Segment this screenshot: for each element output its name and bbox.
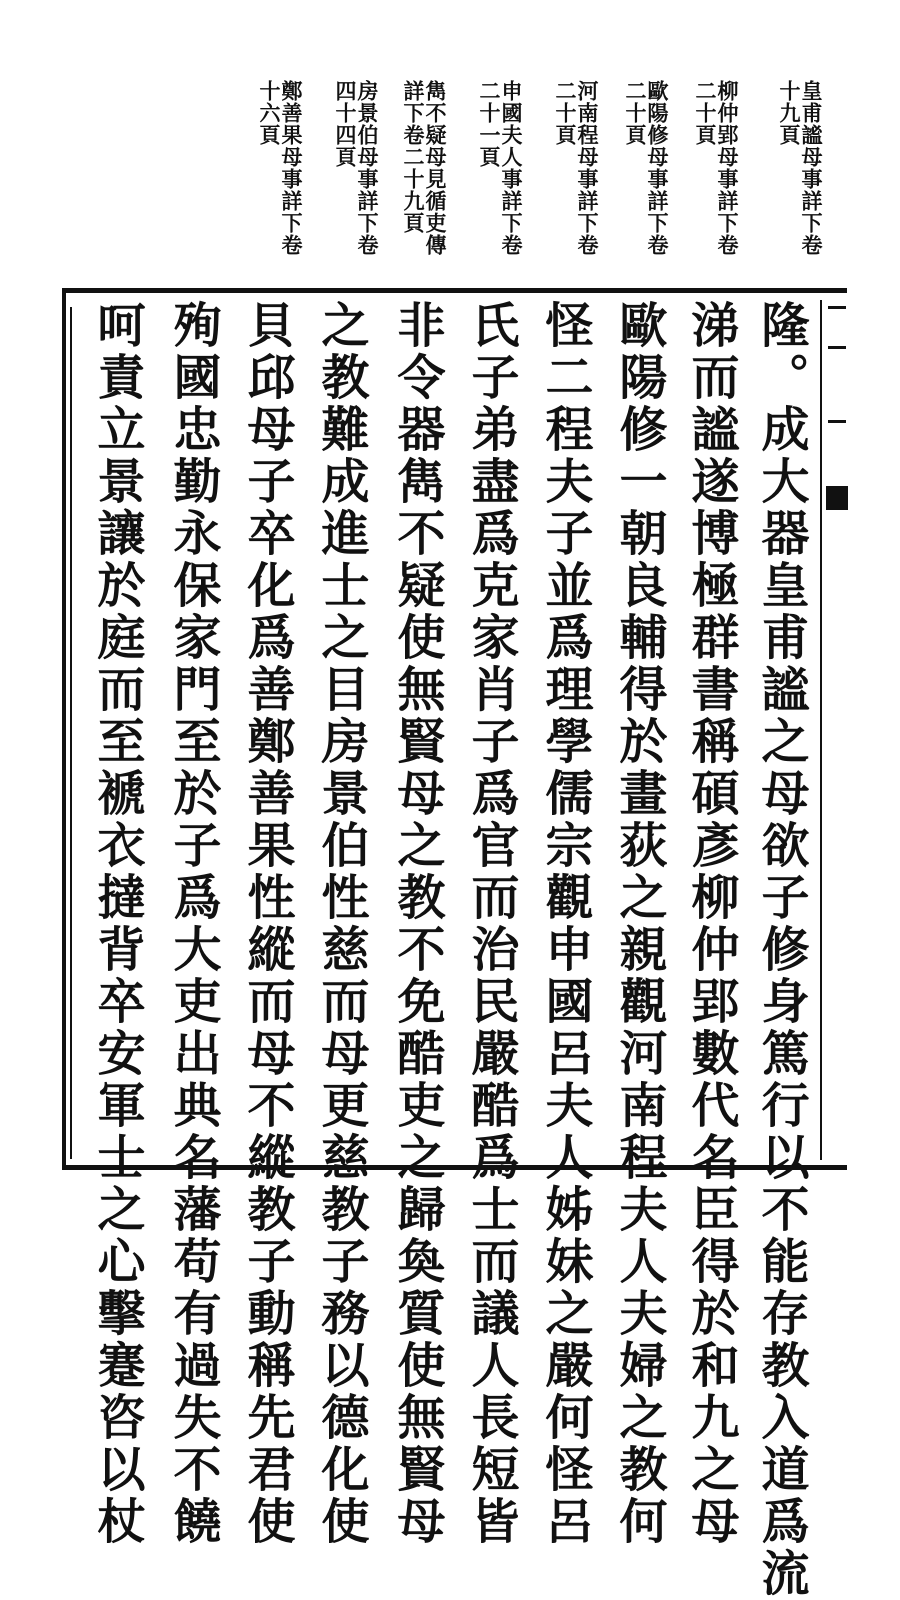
edge-tick <box>828 306 846 309</box>
text-column: 非令器雋不疑使無賢母之教不免酷吏之歸奐質使無賢母 <box>389 300 445 1548</box>
edge-block-mark <box>826 486 848 510</box>
text-column: 貝邱母子卒化爲善鄭善果性縱而母不縱教子動稱先君使 <box>239 300 295 1548</box>
margin-note: 房景伯母事詳下卷 <box>355 80 380 256</box>
margin-note: 詳下卷二十九頁 <box>401 80 426 234</box>
margin-note: 二十頁 <box>553 80 578 146</box>
text-column: 隆。成大器皇甫謐之母欲子修身篤行以不能存教入道爲流 <box>753 300 809 1600</box>
margin-note: 歐陽修母事詳下卷 <box>645 80 670 256</box>
margin-note: 二十頁 <box>623 80 648 146</box>
margin-note: 十九頁 <box>777 80 802 146</box>
margin-note: 皇甫謐母事詳下卷 <box>799 80 824 256</box>
text-column: 氏子弟盡爲克家肖子爲官而治民嚴酷爲士而議人長短皆 <box>463 300 519 1548</box>
margin-note: 申國夫人事詳下卷 <box>499 80 524 256</box>
margin-note: 河南程母事詳下卷 <box>575 80 600 256</box>
margin-note: 雋不疑母見循吏傳 <box>423 80 448 256</box>
text-column: 殉國忠勤永保家門至於子爲大吏出典名藩苟有過失不饒 <box>165 300 221 1548</box>
edge-tick <box>828 346 846 349</box>
margin-note: 柳仲郢母事詳下卷 <box>715 80 740 256</box>
text-column: 涕而謐遂博極群書稱碩彥柳仲郢數代名臣得於和九之母 <box>683 300 739 1548</box>
margin-note: 四十四頁 <box>333 80 358 168</box>
margin-note: 二十一頁 <box>477 80 502 168</box>
margin-note: 十六頁 <box>257 80 282 146</box>
text-column: 歐陽修一朝良輔得於畫荻之親觀河南程夫人夫婦之教何 <box>611 300 667 1548</box>
margin-note: 鄭善果母事詳下卷 <box>279 80 304 256</box>
margin-notes <box>0 80 900 290</box>
text-column: 之教難成進士之目房景伯性慈而母更慈教子務以德化使 <box>313 300 369 1548</box>
margin-note: 二十頁 <box>693 80 718 146</box>
text-column: 怪二程夫子並爲理學儒宗觀申國呂夫人姊妹之嚴何怪呂 <box>537 300 593 1548</box>
text-column: 呵責立景讓於庭而至褫衣撻背卒安軍士之心擊蹇咨以杖 <box>89 300 145 1548</box>
edge-tick <box>828 420 846 423</box>
right-rule <box>820 300 822 1160</box>
